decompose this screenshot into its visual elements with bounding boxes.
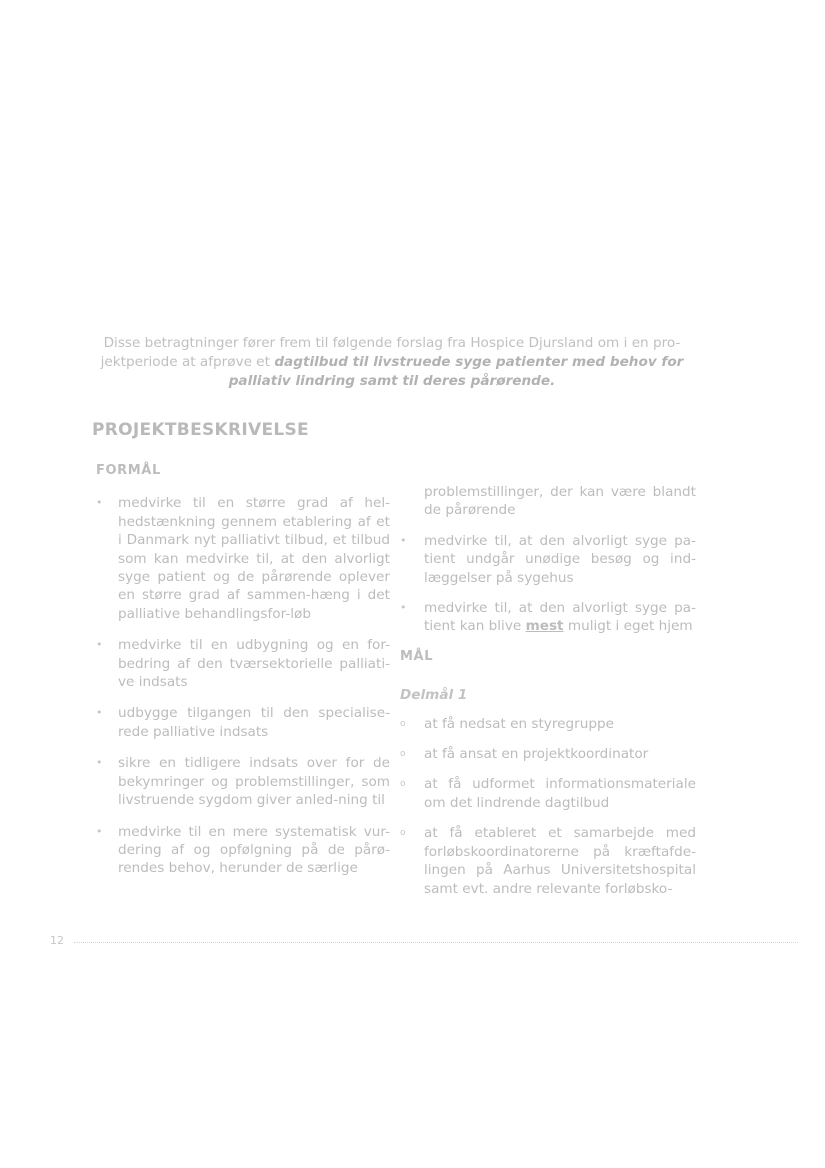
- circle-bullet-icon: o: [400, 779, 406, 790]
- left-column: [96, 462, 390, 891]
- formaal-heading: FORMÅL: [96, 463, 161, 478]
- bullet-icon: •: [96, 824, 103, 838]
- list-item: [96, 704, 390, 741]
- formaal-list: [96, 494, 390, 877]
- bullet-icon: •: [96, 706, 103, 720]
- bullet-icon: •: [96, 638, 103, 652]
- list-item-continuation: problemstillinger, der kan være blandt de pårørende: [424, 484, 696, 519]
- list-item: [96, 494, 390, 623]
- circle-bullet-icon: o: [400, 749, 406, 760]
- list-item: [96, 754, 390, 809]
- maal-list: [400, 715, 696, 898]
- list-item: [96, 636, 390, 691]
- bullet-icon: •: [400, 533, 407, 547]
- circle-bullet-icon: o: [400, 828, 406, 839]
- emphasized-word: mest: [525, 618, 564, 635]
- circle-bullet-icon: o: [400, 718, 406, 729]
- list-item-text: at få udformet informationsmateriale om det lindrende dagtilbud: [424, 776, 696, 811]
- list-item: [400, 824, 696, 898]
- intro-emphasis: dagtilbud til livstruede syge patienter med behov for palliativ lindring samt til deres pårørende.: [228, 354, 684, 389]
- list-item-text: medvirke til en udbygning og en for-bedring af den tværsektorielle palliati-ve indsats: [118, 637, 390, 691]
- list-item-text: at få nedsat en styregruppe: [424, 715, 614, 732]
- page-number: 12: [50, 934, 64, 947]
- bullet-icon: •: [400, 601, 407, 615]
- bullet-icon: •: [96, 496, 103, 510]
- page-footer: [50, 934, 798, 948]
- right-column: [400, 483, 696, 910]
- list-item-text-end: muligt i eget hjem: [563, 618, 693, 635]
- intro-paragraph: [92, 334, 692, 391]
- list-item-text: medvirke til, at den alvorligt syge pa-tient kan blive: [424, 600, 696, 635]
- list-item: [400, 532, 696, 587]
- list-item-text: medvirke til en større grad af hel-hedstænkning gennem etablering af et i Danmark nyt palliativt tilbud, et tilbud som kan medvirke til, at den alvorligt syge patient og de pårørende oplever en større grad af sammen-hæng i det palliative behandlingsfor-løb: [118, 495, 390, 622]
- maal-heading: MÅL: [400, 648, 434, 664]
- list-item: [400, 599, 696, 636]
- subgoal-title: Delmål 1: [400, 687, 468, 704]
- list-item: [400, 775, 696, 812]
- formaal-list-continued: [400, 532, 696, 636]
- list-item-text: at få etableret et samarbejde med forløbskoordinatorerne på kræftafde-lingen på Aarhus Universitetshospital samt evt. andre relevante forløbsko-: [424, 825, 696, 897]
- list-item-text: at få ansat en projektkoordinator: [424, 746, 649, 763]
- list-item: [96, 823, 390, 878]
- list-item-text: medvirke til, at den alvorligt syge pa-tient undgår unødige besøg og ind-læggelser på sygehus: [424, 532, 696, 586]
- list-item-text: sikre en tidligere indsats over for de bekymringer og problemstillinger, som livstruende sygdom giver anled-ning til: [118, 755, 390, 809]
- footer-divider: [74, 942, 798, 943]
- list-item: [400, 745, 696, 763]
- list-item-text: udbygge tilgangen til den specialise-rede palliative indsats: [118, 705, 390, 740]
- intro-text: Disse betragtninger fører frem til følgende forslag fra Hospice Djursland om i en pro-jektperiode at afprøve et: [100, 335, 681, 370]
- section-title: PROJEKTBESKRIVELSE: [92, 420, 309, 440]
- bullet-icon: •: [96, 756, 103, 770]
- list-item: [400, 715, 696, 733]
- list-item-text: medvirke til en mere systematisk vur-dering af og opfølgning på de pårø-rendes behov, herunder de særlige: [118, 823, 390, 877]
